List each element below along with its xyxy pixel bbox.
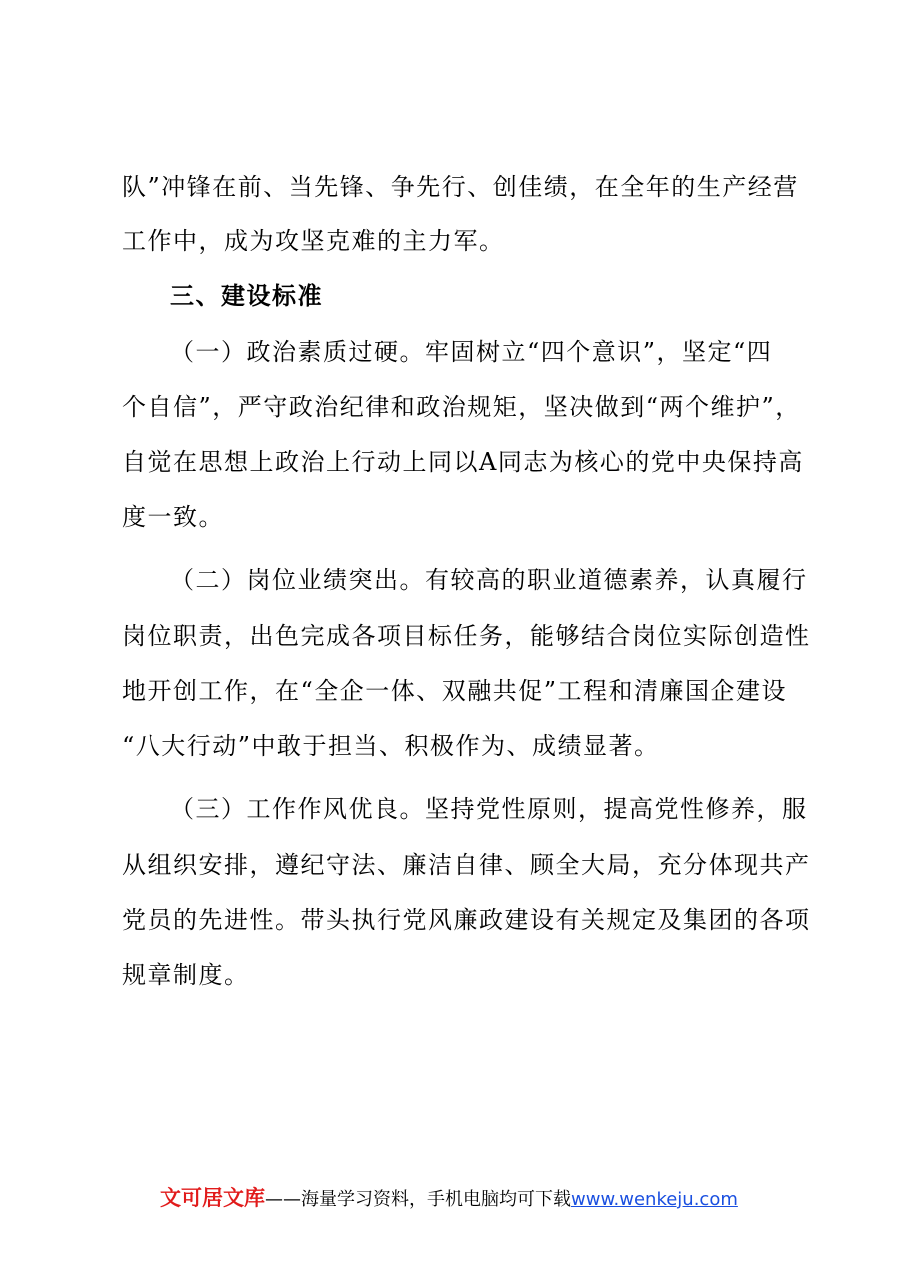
body-text-line: 规章制度。 (122, 961, 250, 989)
body-text-line: 队”冲锋在前、当先锋、争先行、创佳绩，在全年的生产经营 (122, 173, 799, 201)
body-text-line: 地开创工作，在“全企一体、双融共促”工程和清廉国企建设 (122, 677, 788, 705)
footer-tagline: ——海量学习资料，手机电脑均可下载 (265, 1189, 571, 1210)
body-text-line: （一）政治素质过硬。牢固树立“四个意识”，坚定“四 (170, 338, 773, 366)
body-text-line: 岗位职责，出色完成各项目标任务，能够结合岗位实际创造性 (122, 622, 811, 650)
body-text-line: 个自信”，严守政治纪律和政治规矩，坚决做到“两个维护”， (122, 393, 801, 421)
footer-website-link[interactable]: www.wenkeju.com (571, 1189, 738, 1210)
body-text-line: 党员的先进性。带头执行党风廉政建设有关规定及集团的各项 (122, 906, 811, 934)
section-heading: 三、建设标准 (170, 282, 323, 310)
body-text-line: （三）工作作风优良。坚持党性原则，提高党性修养，服 (170, 795, 808, 823)
body-text-line: （二）岗位业绩突出。有较高的职业道德素养，认真履行 (170, 566, 808, 594)
body-text-line: 工作中，成为攻坚克难的主力军。 (122, 227, 505, 255)
footer-banner (160, 1183, 800, 1213)
body-text-line: 从组织安排，遵纪守法、廉洁自律、顾全大局，充分体现共产 (122, 851, 811, 879)
body-text-line: 自觉在思想上政治上行动上同以A同志为核心的党中央保持高 (122, 448, 804, 476)
footer-brand: 文可居文库 (160, 1186, 265, 1210)
body-text-line: 度一致。 (122, 503, 224, 531)
body-text-line: “八大行动”中敢于担当、积极作为、成绩显著。 (122, 732, 660, 760)
